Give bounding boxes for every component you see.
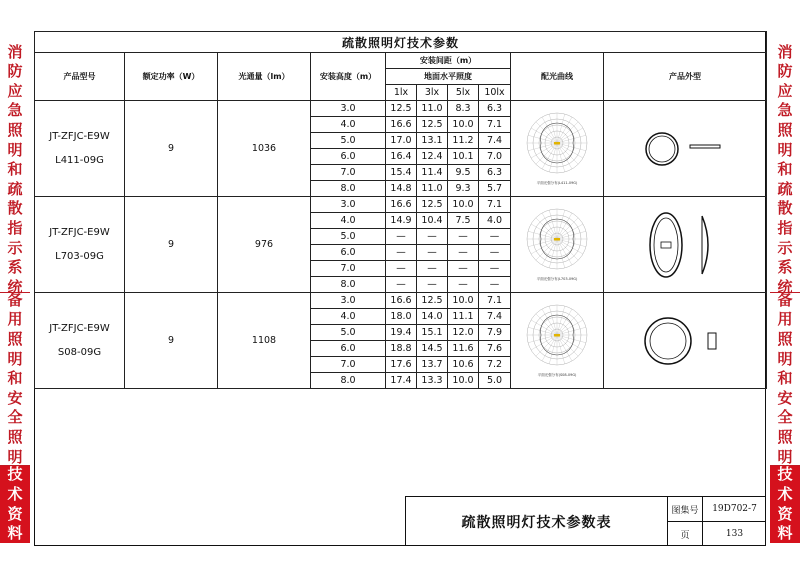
tab-char: 料: [777, 524, 793, 543]
spacing-value: —: [448, 277, 479, 293]
spacing-value: 18.0: [386, 309, 417, 325]
spacing-value: 7.1: [479, 293, 511, 309]
tab-char: 系: [7, 258, 23, 277]
header-lux-3: 3lx: [417, 85, 448, 101]
spacing-value: 17.0: [386, 133, 417, 149]
tab-char: 明: [777, 140, 793, 159]
lamp-marker: [554, 238, 560, 241]
right-tab-3: [770, 466, 800, 543]
title-block: [405, 496, 766, 546]
tab-char: 急: [7, 101, 23, 120]
spacing-value: 7.4: [479, 309, 511, 325]
header-curve: 配光曲线: [511, 53, 604, 101]
tab-char: 料: [7, 524, 23, 543]
model-line-1: JT-ZFJC-E9W: [49, 130, 110, 142]
install-height: 4.0: [311, 117, 386, 133]
model-line-1: JT-ZFJC-E9W: [49, 226, 110, 238]
spec-table: [34, 31, 767, 389]
spacing-value: 7.6: [479, 341, 511, 357]
spacing-value: 17.6: [386, 357, 417, 373]
spacing-value: 9.5: [448, 165, 479, 181]
install-height: 7.0: [311, 165, 386, 181]
spacing-value: 14.0: [417, 309, 448, 325]
spacing-value: 12.5: [417, 197, 448, 213]
tab-char: 照: [7, 121, 23, 140]
tab-char: 术: [777, 484, 793, 503]
tab-char: 明: [7, 447, 23, 466]
install-height: 5.0: [311, 133, 386, 149]
header-appearance: 产品外型: [604, 53, 767, 101]
tab-char: 防: [7, 62, 23, 81]
tab-char: 统: [777, 277, 793, 296]
header-lux-5: 5lx: [448, 85, 479, 101]
side-profile: [690, 145, 720, 148]
spacing-value: 6.3: [479, 165, 511, 181]
tab-char: 全: [7, 408, 23, 427]
header-height: 安装高度（m）: [311, 53, 386, 101]
tab-char: 应: [7, 81, 23, 100]
model-line-2: L703-09G: [55, 250, 104, 262]
header-lux-1: 1lx: [386, 85, 417, 101]
install-height: 3.0: [311, 197, 386, 213]
install-height: 6.0: [311, 245, 386, 261]
tab-char: 资: [777, 504, 793, 523]
spacing-value: 10.1: [448, 149, 479, 165]
spacing-value: 11.2: [448, 133, 479, 149]
header-lux-10: 10lx: [479, 85, 511, 101]
tab-char: 散: [7, 199, 23, 218]
tab-char: 消: [7, 42, 23, 61]
atlas-value: 19D702-7: [712, 504, 757, 514]
light-distribution-curve-icon: [522, 205, 592, 285]
spacing-value: —: [448, 229, 479, 245]
tab-char: 用: [7, 310, 23, 329]
install-height: 6.0: [311, 149, 386, 165]
double-ring-lamp-icon: [642, 311, 728, 371]
spacing-value: 16.4: [386, 149, 417, 165]
distribution-curve-cell: [511, 197, 604, 293]
tab-char: 应: [777, 81, 793, 100]
spacing-value: 15.4: [386, 165, 417, 181]
oval-lens: [661, 242, 671, 248]
rated-power: 9: [125, 293, 218, 389]
curve-caption: 平面光强分布(L411-09G): [536, 180, 578, 185]
spacing-value: 7.1: [479, 197, 511, 213]
oval-outer: [650, 213, 682, 277]
header-model: 产品型号: [35, 53, 125, 101]
spacing-value: 10.4: [417, 213, 448, 229]
spacing-value: 15.1: [417, 325, 448, 341]
side-profile: [708, 333, 716, 349]
tab-char: 用: [777, 310, 793, 329]
luminous-flux: 1036: [218, 101, 311, 197]
lamp-marker: [554, 334, 560, 337]
spacing-value: 7.5: [448, 213, 479, 229]
inner-ring: [649, 136, 675, 162]
table-title: 疏散照明灯技术参数: [35, 32, 767, 53]
spacing-value: —: [386, 245, 417, 261]
spacing-value: —: [479, 261, 511, 277]
tab-char: 明: [777, 349, 793, 368]
oval-inner: [654, 218, 678, 272]
spacing-value: 4.0: [479, 213, 511, 229]
left-tab-3: [0, 466, 30, 543]
spacing-value: 12.5: [417, 293, 448, 309]
rated-power: 9: [125, 197, 218, 293]
install-height: 3.0: [311, 293, 386, 309]
tab-char: 资: [7, 504, 23, 523]
spacing-value: 11.6: [448, 341, 479, 357]
spacing-value: 18.8: [386, 341, 417, 357]
tab-char: 全: [777, 408, 793, 427]
distribution-curve-cell: [511, 293, 604, 389]
spacing-value: 11.4: [417, 165, 448, 181]
product-model: [35, 197, 125, 293]
right-tab-2: [770, 290, 800, 466]
spacing-value: 14.9: [386, 213, 417, 229]
appearance-cell: [604, 293, 767, 389]
install-height: 7.0: [311, 261, 386, 277]
spacing-value: 16.6: [386, 197, 417, 213]
product-model: [35, 101, 125, 197]
title-block-meta: [667, 497, 766, 546]
model-line-2: S08-09G: [57, 346, 102, 358]
spacing-value: —: [386, 277, 417, 293]
table-row: [35, 293, 767, 309]
tab-char: 和: [7, 369, 23, 388]
appearance-cell: [604, 101, 767, 197]
install-height: 7.0: [311, 357, 386, 373]
distribution-curve-cell: [511, 101, 604, 197]
spacing-value: 6.3: [479, 101, 511, 117]
model-line-2: L411-09G: [55, 154, 104, 166]
spacing-value: 19.4: [386, 325, 417, 341]
spacing-value: 11.0: [417, 181, 448, 197]
tab-char: 明: [7, 349, 23, 368]
spacing-value: —: [386, 229, 417, 245]
left-tab-2: [0, 290, 30, 466]
appearance-cell: [604, 197, 767, 293]
tab-char: 备: [7, 290, 23, 309]
spacing-value: —: [479, 277, 511, 293]
spacing-value: 7.0: [479, 149, 511, 165]
install-height: 5.0: [311, 229, 386, 245]
install-height: 8.0: [311, 373, 386, 389]
install-height: 8.0: [311, 277, 386, 293]
right-side-tabs: [770, 42, 800, 543]
spacing-value: —: [448, 245, 479, 261]
tab-char: 照: [7, 427, 23, 446]
oval-lamp-icon: [642, 208, 728, 282]
spacing-value: 8.3: [448, 101, 479, 117]
tab-char: 疏: [7, 179, 23, 198]
spacing-value: 13.7: [417, 357, 448, 373]
tab-char: 照: [777, 427, 793, 446]
spacing-value: 10.6: [448, 357, 479, 373]
tab-char: 照: [7, 330, 23, 349]
spacing-value: —: [417, 261, 448, 277]
tab-char: 备: [777, 290, 793, 309]
spacing-value: 17.4: [386, 373, 417, 389]
spacing-value: 7.9: [479, 325, 511, 341]
spacing-value: —: [417, 277, 448, 293]
tab-char: 安: [777, 388, 793, 407]
spacing-value: 11.1: [448, 309, 479, 325]
spacing-value: 7.4: [479, 133, 511, 149]
tab-char: 指: [777, 218, 793, 237]
side-profile: [702, 216, 708, 274]
header-spacing: 安装间距（m）: [386, 53, 511, 69]
spacing-value: —: [448, 261, 479, 277]
tab-char: 消: [777, 42, 793, 61]
table-row: [35, 101, 767, 117]
spacing-value: 14.8: [386, 181, 417, 197]
spacing-value: 16.6: [386, 117, 417, 133]
left-tab-1: [0, 42, 30, 296]
install-height: 4.0: [311, 309, 386, 325]
spacing-value: —: [479, 229, 511, 245]
title-block-name: 疏散照明灯技术参数表: [461, 514, 612, 531]
header-illuminance: 地面水平照度: [386, 69, 511, 85]
spacing-value: 7.1: [479, 117, 511, 133]
luminous-flux: 1108: [218, 293, 311, 389]
spacing-value: —: [417, 245, 448, 261]
tab-char: 示: [7, 238, 23, 257]
spacing-value: 13.1: [417, 133, 448, 149]
header-flux: 光通量（lm）: [218, 53, 311, 101]
light-distribution-curve-icon: [522, 109, 592, 189]
right-tab-1: [770, 42, 800, 296]
left-side-tabs: [0, 42, 30, 543]
tab-char: 疏: [777, 179, 793, 198]
spacing-value: 12.4: [417, 149, 448, 165]
spacing-value: 12.5: [417, 117, 448, 133]
tab-char: 照: [777, 330, 793, 349]
curve-caption: 平面光强分布(L703-09G): [536, 276, 578, 281]
table-row: [35, 197, 767, 213]
spacing-value: 11.0: [417, 101, 448, 117]
spacing-value: 10.0: [448, 373, 479, 389]
outer-ring: [646, 133, 678, 165]
spacing-value: —: [417, 229, 448, 245]
spacing-value: —: [479, 245, 511, 261]
luminous-flux: 976: [218, 197, 311, 293]
install-height: 6.0: [311, 341, 386, 357]
tab-char: 统: [7, 277, 23, 296]
install-height: 3.0: [311, 101, 386, 117]
tab-char: 安: [7, 388, 23, 407]
tab-char: 明: [777, 447, 793, 466]
tab-char: 急: [777, 101, 793, 120]
tab-char: 和: [777, 160, 793, 179]
spacing-value: 7.2: [479, 357, 511, 373]
install-height: 5.0: [311, 325, 386, 341]
light-distribution-curve-icon: [522, 301, 592, 381]
tab-char: 和: [7, 160, 23, 179]
lamp-marker: [554, 142, 560, 145]
spacing-value: 5.0: [479, 373, 511, 389]
tab-char: 和: [777, 369, 793, 388]
install-height: 8.0: [311, 181, 386, 197]
spacing-value: 10.0: [448, 117, 479, 133]
install-height: 4.0: [311, 213, 386, 229]
spacing-value: 12.5: [386, 101, 417, 117]
tab-char: 示: [777, 238, 793, 257]
spacing-value: 13.3: [417, 373, 448, 389]
tab-char: 明: [7, 140, 23, 159]
spacing-value: 10.0: [448, 197, 479, 213]
rated-power: 9: [125, 101, 218, 197]
spacing-value: 14.5: [417, 341, 448, 357]
spacing-value: —: [386, 261, 417, 277]
spacing-value: 5.7: [479, 181, 511, 197]
tab-char: 指: [7, 218, 23, 237]
tab-char: 散: [777, 199, 793, 218]
tab-char: 防: [777, 62, 793, 81]
page-value: 133: [725, 529, 744, 539]
curve-caption: 平面光强分布(S08-09G): [537, 372, 577, 377]
tab-char: 照: [777, 121, 793, 140]
tab-char: 术: [7, 484, 23, 503]
inner-ring: [650, 323, 686, 359]
spacing-value: 9.3: [448, 181, 479, 197]
spacing-value: 16.6: [386, 293, 417, 309]
spacing-value: 12.0: [448, 325, 479, 341]
header-power: 额定功率（W）: [125, 53, 218, 101]
page-label: 页: [668, 522, 703, 546]
tab-char: 技: [7, 465, 23, 484]
tab-char: 系: [777, 258, 793, 277]
outer-ring: [645, 318, 691, 364]
product-model: [35, 293, 125, 389]
round-ring-lamp-icon: [642, 129, 728, 169]
spacing-value: 10.0: [448, 293, 479, 309]
model-line-1: JT-ZFJC-E9W: [49, 322, 110, 334]
tab-char: 技: [777, 465, 793, 484]
atlas-label: 图集号: [668, 497, 703, 521]
